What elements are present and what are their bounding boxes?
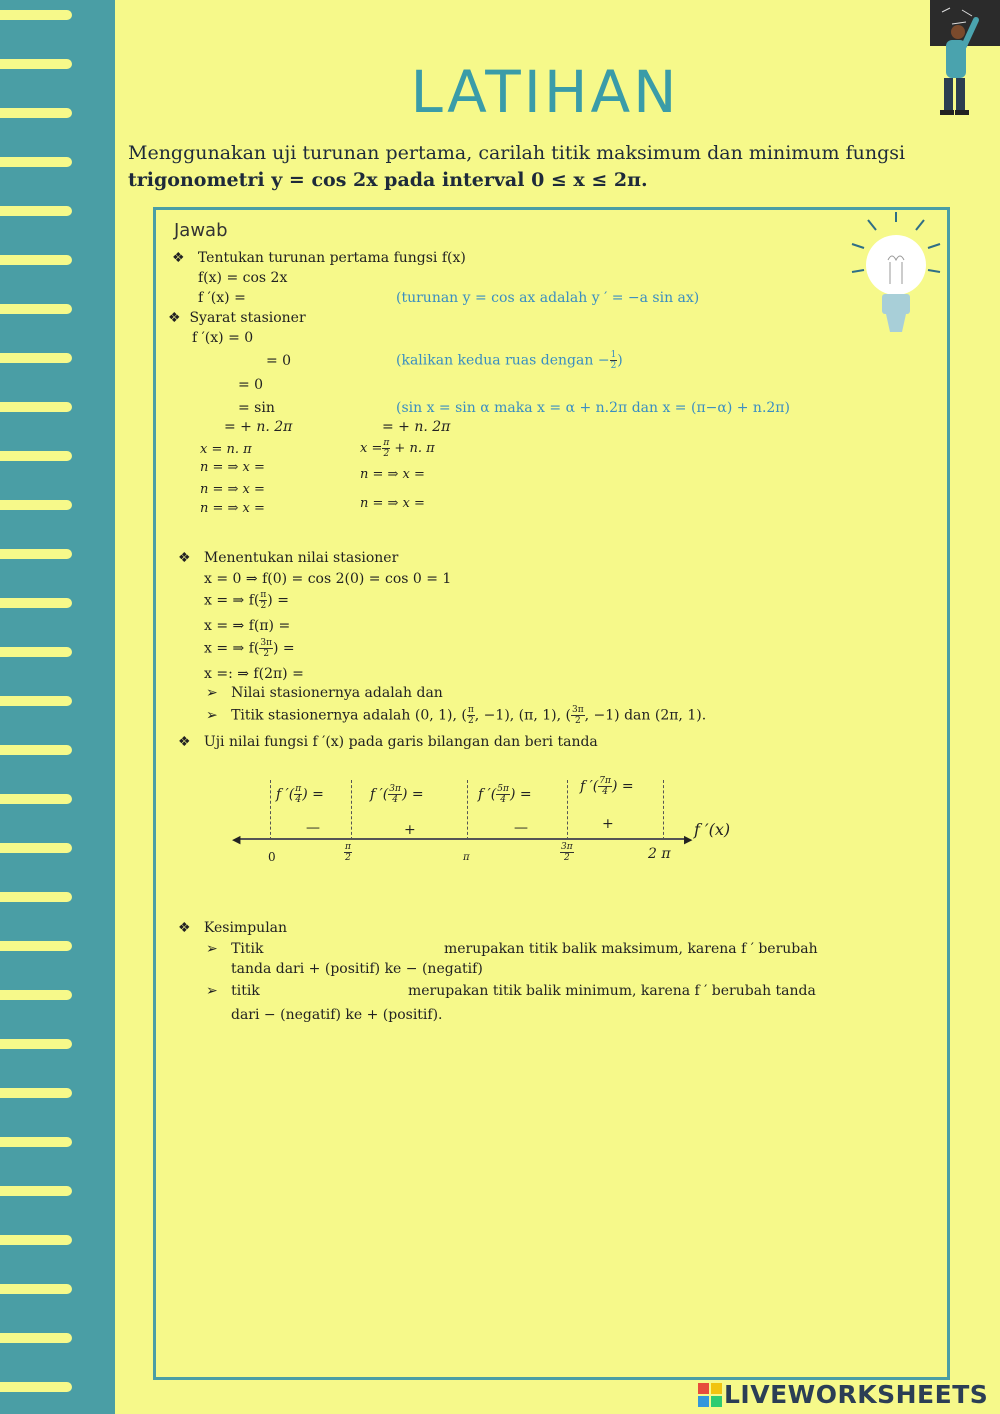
frac-num: 5π (497, 784, 509, 794)
notebook-tab (0, 843, 72, 853)
stationary-points: ➢ Titik stasionernya adalah (0, 1), ( $\frac{\pi}{2}$ , −1), (π, 1), ( $\frac{3\pi}{2}$ , −1) dan (2π, 1). (206, 705, 707, 726)
answer-heading: Jawab (174, 220, 228, 241)
frac-den: 4 (392, 795, 398, 805)
conclusion-1-end: tanda dari + (positif) ke − (negatif) (231, 961, 483, 977)
fp-prefix: f ′( (276, 786, 295, 803)
sign-1: — (306, 820, 320, 836)
tick-label-pi: π (463, 852, 470, 863)
frac-den: 2 (563, 853, 570, 863)
tick-label-pi-half (344, 842, 352, 863)
bullet-2: ❖ Syarat stasioner (168, 310, 306, 326)
value-row-4-a: x = ⇒ f( (204, 640, 260, 657)
solution-b-pre: x = (360, 441, 383, 456)
frac-den: 2 (574, 716, 581, 726)
conclusion-2-mid: merupakan titik balik minimum, karena f ′ berubah tanda (408, 983, 816, 999)
notebook-tab (0, 598, 72, 608)
bullet-1: ❖ Tentukan turunan pertama fungsi f(x) (172, 250, 466, 266)
notebook-tab (0, 500, 72, 510)
notebook-tab (0, 255, 72, 265)
eq-line-4: = sin (238, 400, 275, 416)
notebook-tab (0, 10, 72, 20)
notebook-tab (0, 1137, 72, 1147)
multiply-hint (396, 350, 623, 371)
conclusion-2-start: ➢ titik (206, 983, 260, 999)
solution-a: x = n. π (200, 442, 252, 457)
frac-num: π (260, 590, 267, 600)
question-line-1: Menggunakan uji turunan pertama, carilah titik maksimum dan minimum fungsi (128, 142, 906, 164)
sign-3: — (514, 820, 528, 836)
n-row-a1: n = ⇒ x = (200, 460, 265, 475)
frac-num: π (295, 784, 302, 794)
notebook-tab (0, 451, 72, 461)
eq-line-2: = 0 (266, 353, 292, 369)
number-line-divider (567, 780, 568, 840)
fraction (571, 705, 585, 726)
bullet-3-text: Menentukan nilai stasioner (203, 550, 399, 566)
notebook-tab (0, 1235, 72, 1245)
fraction (344, 842, 352, 863)
frac-num: 3π (389, 784, 401, 794)
lightbulb-icon (846, 210, 946, 340)
conclusion-2-end: dari − (negatif) ke + (positif). (231, 1007, 443, 1023)
notebook-tab (0, 1186, 72, 1196)
notebook-tab (0, 647, 72, 657)
notebook-tab (0, 696, 72, 706)
sign-4: + (602, 816, 614, 832)
tick-label-2pi: 2 π (648, 846, 671, 862)
number-line-divider (351, 780, 352, 840)
arrow-left-icon: ◀ (232, 833, 241, 846)
bullet-5-text: Kesimpulan (203, 920, 288, 936)
question-line-2: trigonometri y = cos 2x pada interval 0 ≤ x ≤ 2π. (128, 169, 648, 191)
notebook-tab (0, 1333, 72, 1343)
fraction (382, 438, 390, 459)
frac-den: 4 (295, 795, 302, 805)
question-text (128, 140, 926, 194)
test-4 (580, 776, 634, 797)
notebook-tab (0, 941, 72, 951)
frac-num: 7π (599, 776, 611, 786)
frac-den: 2 (383, 449, 390, 459)
frac-num: π (345, 842, 351, 852)
number-line-divider (467, 780, 468, 840)
number-line-divider (270, 780, 271, 840)
fp-suffix: ) = (302, 786, 324, 803)
conclusion-2-a: titik (231, 983, 260, 999)
stationary-points-b: , −1), (π, 1), ( (474, 707, 571, 724)
fraction (560, 842, 574, 863)
sine-hint: (sin x = sin α maka x = α + n.2π dan x = (π−α) + n.2π) (396, 400, 790, 416)
fraction (294, 784, 302, 805)
solution-b-post: + n. π (394, 441, 435, 456)
fraction (496, 784, 510, 805)
value-row-2 (204, 590, 289, 611)
frac-num: π (383, 438, 390, 448)
n-row-a3: n = ⇒ x = (200, 501, 265, 516)
conclusion-1-mid: merupakan titik balik maksimum, karena f ′ berubah (444, 941, 818, 957)
frac-num: π (467, 705, 474, 715)
value-row-5: x =: ⇒ f(2π) = (204, 666, 304, 682)
page-title: LATIHAN (410, 58, 680, 126)
notebook-tab (0, 304, 72, 314)
liveworksheets-logo-icon (698, 1383, 722, 1407)
number-line-divider (663, 780, 664, 840)
frac-den: 2 (610, 361, 617, 371)
fp-prefix: f ′( (370, 786, 389, 803)
stationary-points-a: Titik stasionernya adalah (0, 1), ( (231, 707, 467, 724)
frac-den: 2 (263, 649, 270, 659)
value-row-2-a: x = ⇒ f( (204, 592, 260, 609)
arrow-right-icon: ▶ (684, 833, 693, 846)
fraction (388, 784, 402, 805)
n-row-b1: n = ⇒ x = (360, 467, 425, 482)
multiply-hint-end: ) (617, 352, 623, 369)
frac-den: 2 (467, 716, 474, 726)
fp-suffix: ) = (611, 778, 634, 795)
notebook-tab (0, 1039, 72, 1049)
multiply-hint-text: (kalikan kedua ruas dengan − (396, 352, 610, 369)
bullet-2-text: Syarat stasioner (189, 310, 306, 326)
bullet-1-text: Tentukan turunan pertama fungsi f(x) (197, 250, 466, 266)
n-row-a2: n = ⇒ x = (200, 482, 265, 497)
frac-num: 3π (561, 842, 573, 852)
answer-box (153, 207, 950, 1380)
notebook-tab (0, 892, 72, 902)
eq-line-5a: = + n. 2π (224, 419, 293, 435)
bullet-3: ❖ Menentukan nilai stasioner (178, 550, 399, 566)
frac-den: 4 (500, 795, 506, 805)
fp-suffix: ) = (401, 786, 424, 803)
fraction (259, 638, 273, 659)
tick-label-0: 0 (268, 850, 276, 864)
sign-2: + (404, 822, 416, 838)
fx-line: f(x) = cos 2x (198, 270, 288, 286)
derivative-hint: (turunan y = cos ax adalah y ′ = −a sin ax) (396, 290, 700, 306)
fraction (598, 776, 612, 797)
notebook-tab (0, 1088, 72, 1098)
notebook-spine (0, 0, 115, 1414)
axis-label: f ′(x) (694, 820, 731, 839)
notebook-tab (0, 157, 72, 167)
stationary-points-c: , −1) dan (2π, 1). (584, 707, 707, 724)
notebook-tab (0, 990, 72, 1000)
notebook-tab (0, 549, 72, 559)
frac-den: 2 (260, 601, 267, 611)
frac-den: 2 (345, 853, 351, 863)
fp-prefix: f ′( (478, 786, 497, 803)
frac-num: 3π (571, 705, 584, 715)
value-row-4-b: ) = (273, 640, 295, 657)
conclusion-1-start: ➢ Titik (206, 941, 264, 957)
value-row-3: x = ⇒ f(π) = (204, 618, 291, 634)
fp-prefix: f ′( (580, 778, 599, 795)
value-row-1: x = 0 ⇒ f(0) = cos 2(0) = cos 0 = 1 (204, 571, 452, 587)
fpx-line: f ′(x) = (198, 290, 246, 306)
bullet-4: ❖ Uji nilai fungsi f ′(x) pada garis bilangan dan beri tanda (178, 734, 598, 750)
tick-label-3pi-half (560, 842, 574, 863)
fp-suffix: ) = (509, 786, 532, 803)
fraction (467, 705, 475, 726)
frac-num: 1 (610, 350, 617, 360)
number-line (232, 776, 738, 880)
notebook-tab (0, 353, 72, 363)
value-row-2-b: ) = (267, 592, 289, 609)
notebook-tab (0, 402, 72, 412)
eq-line-5b: = + n. 2π (382, 419, 451, 435)
frac-den: 4 (602, 787, 608, 797)
eq-line-3: = 0 (238, 377, 264, 393)
test-2 (370, 784, 424, 805)
frac-num: 3π (260, 638, 273, 648)
n-row-b2: n = ⇒ x = (360, 496, 425, 511)
notebook-tab (0, 1382, 72, 1392)
notebook-tab (0, 206, 72, 216)
notebook-tab (0, 794, 72, 804)
notebook-tab (0, 745, 72, 755)
solution-b (360, 438, 435, 459)
test-3 (478, 784, 532, 805)
bullet-5: ❖ Kesimpulan (178, 920, 288, 936)
bullet-4-text: Uji nilai fungsi f ′(x) pada garis bilangan dan beri tanda (203, 734, 598, 750)
conclusion-1-a: Titik (231, 941, 264, 957)
notebook-tab (0, 1284, 72, 1294)
stationary-condition: f ′(x) = 0 (192, 330, 254, 346)
stationary-values: ➢ Nilai stasionernya adalah dan (206, 685, 443, 701)
stationary-values-text: Nilai stasionernya adalah dan (231, 685, 443, 701)
footer-brand[interactable]: LIVEWORKSHEETS (724, 1380, 989, 1409)
test-1 (276, 784, 324, 805)
number-line-axis (238, 838, 688, 840)
value-row-4 (204, 638, 295, 659)
